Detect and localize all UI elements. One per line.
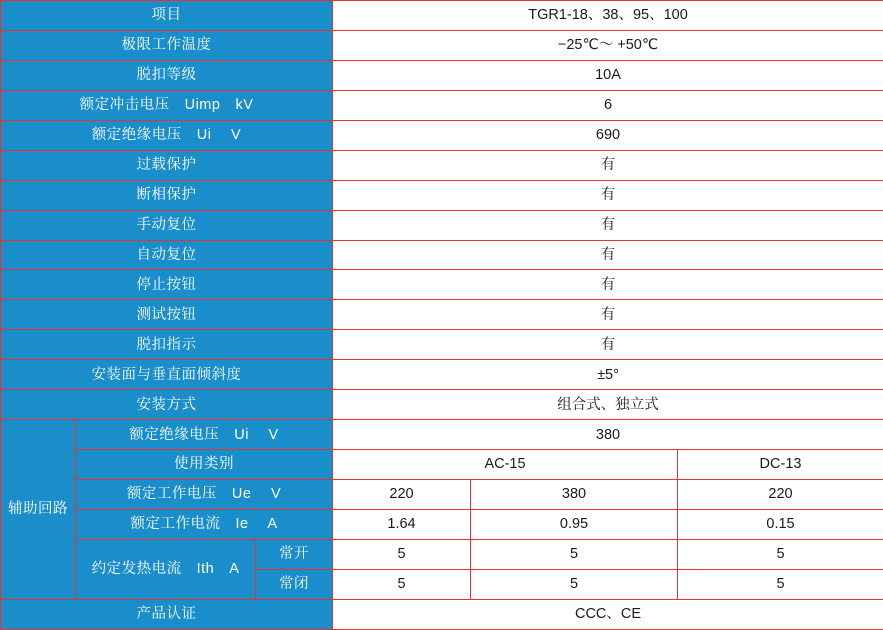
aux-row-insulation <box>1 420 883 450</box>
row-value: 有 <box>333 150 883 180</box>
row-value-3: 0.15 <box>678 509 883 539</box>
table-row <box>1 360 883 390</box>
contact-nc-label: 常闭 <box>256 569 333 599</box>
row-value-2: 5 <box>471 539 678 569</box>
aux-group-label: 辅助回路 <box>1 420 76 600</box>
row-value: 组合式、独立式 <box>333 390 883 420</box>
table-row <box>1 210 883 240</box>
row-value: 有 <box>333 330 883 360</box>
row-label: 产品认证 <box>1 599 333 629</box>
usage-dc-value: DC-13 <box>678 450 883 480</box>
row-label: 脱扣等级 <box>1 60 333 90</box>
row-value-2: 0.95 <box>471 509 678 539</box>
row-value: 有 <box>333 210 883 240</box>
row-value-2: 5 <box>471 569 678 599</box>
row-value-1: 5 <box>333 539 471 569</box>
table-row <box>1 120 883 150</box>
row-value-2: 380 <box>471 480 678 510</box>
table-row <box>1 60 883 90</box>
row-value-3: 5 <box>678 569 883 599</box>
row-label: 测试按钮 <box>1 300 333 330</box>
table-row <box>1 90 883 120</box>
row-label: 安装面与垂直面倾斜度 <box>1 360 333 390</box>
aux-row-current <box>1 509 883 539</box>
row-label: 极限工作温度 <box>1 30 333 60</box>
row-value: 有 <box>333 240 883 270</box>
table-row <box>1 150 883 180</box>
row-value: TGR1-18、38、95、100 <box>333 1 883 31</box>
row-value: ±5° <box>333 360 883 390</box>
table-row-footer <box>1 599 883 629</box>
aux-row-voltage <box>1 480 883 510</box>
table-row <box>1 180 883 210</box>
aux-row-usage <box>1 450 883 480</box>
row-value-1: 1.64 <box>333 509 471 539</box>
row-label: 过载保护 <box>1 150 333 180</box>
usage-ac-value: AC-15 <box>333 450 678 480</box>
row-label: 额定冲击电压 Uimp kV <box>1 90 333 120</box>
table-row <box>1 300 883 330</box>
row-label: 断相保护 <box>1 180 333 210</box>
table-row <box>1 240 883 270</box>
table-row-header <box>1 1 883 31</box>
row-value-1: 220 <box>333 480 471 510</box>
table-row <box>1 30 883 60</box>
row-value-3: 220 <box>678 480 883 510</box>
row-value: 有 <box>333 180 883 210</box>
row-label: 额定工作电压 Ue V <box>76 480 333 510</box>
row-value: CCC、CE <box>333 599 883 629</box>
row-value: 380 <box>333 420 883 450</box>
row-label: 自动复位 <box>1 240 333 270</box>
row-value-1: 5 <box>333 569 471 599</box>
row-value: 有 <box>333 270 883 300</box>
row-label: 额定工作电流 Ie A <box>76 509 333 539</box>
row-label: 脱扣指示 <box>1 330 333 360</box>
row-value: −25℃～ +50℃ <box>333 30 883 60</box>
row-value: 690 <box>333 120 883 150</box>
row-value-3: 5 <box>678 539 883 569</box>
row-label: 停止按钮 <box>1 270 333 300</box>
row-value: 有 <box>333 300 883 330</box>
row-value: 6 <box>333 90 883 120</box>
aux-row-thermal-no <box>1 539 883 569</box>
contact-no-label: 常开 <box>256 539 333 569</box>
row-label: 约定发热电流 Ith A <box>76 539 256 599</box>
row-label: 额定绝缘电压 Ui V <box>1 120 333 150</box>
row-value: 10A <box>333 60 883 90</box>
row-label: 额定绝缘电压 Ui V <box>76 420 333 450</box>
table-row <box>1 330 883 360</box>
row-label: 使用类别 <box>76 450 333 480</box>
table-row <box>1 390 883 420</box>
row-label: 安装方式 <box>1 390 333 420</box>
table-row <box>1 270 883 300</box>
row-label: 项目 <box>1 1 333 31</box>
row-label: 手动复位 <box>1 210 333 240</box>
